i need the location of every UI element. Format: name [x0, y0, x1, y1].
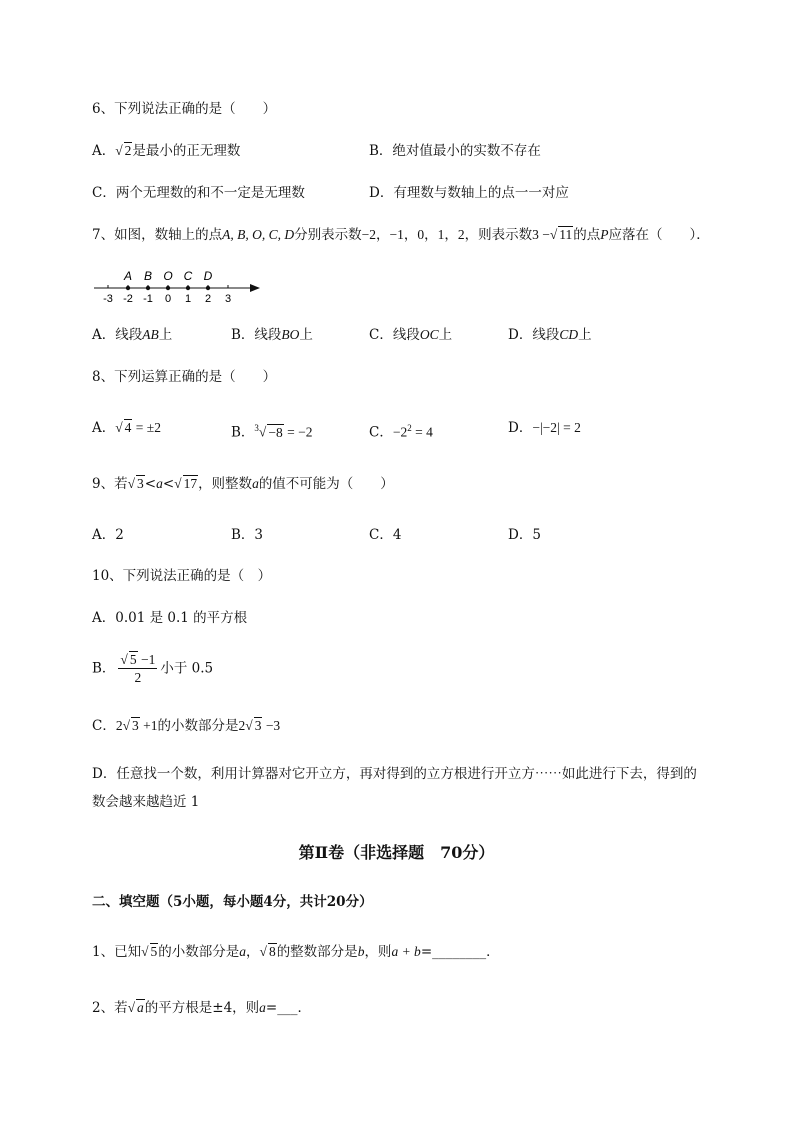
point-label: O [163, 269, 173, 283]
q9-stem [92, 475, 394, 493]
denominator: 2 [134, 670, 142, 685]
stem-text: ，则整数 [198, 476, 253, 492]
q8-option-b [231, 419, 312, 442]
q10-stem: 10、下列说法正确的是（ ） [92, 568, 272, 584]
q9-option-c: C．4 [369, 527, 402, 543]
radicand: −8 [268, 424, 283, 440]
stem-text: 9、若 [92, 476, 128, 492]
tick-label: 3 [224, 293, 232, 305]
q9-option-b: B．3 [231, 527, 264, 543]
sqrt-symbol: √ [174, 476, 182, 491]
option-text: D．线段 [508, 327, 560, 343]
fill-question-2 [92, 999, 311, 1017]
segment: BO [281, 327, 300, 342]
tick-label: -3 [103, 293, 113, 305]
option-text: 上 [158, 327, 173, 343]
q9-option-d: D．5 [508, 527, 541, 543]
radicand: 3 [254, 718, 262, 733]
q9-option-a: A．2 [92, 527, 124, 543]
sqrt-symbol: √ [245, 718, 253, 733]
q6-option-c: C．两个无理数的和不一定是无理数 [92, 185, 305, 201]
point-values: −2，−1，0，1，2 [361, 227, 465, 242]
fraction [118, 651, 157, 686]
q10-option-c [92, 717, 280, 735]
point-label: C [183, 269, 193, 283]
option-text: B．线段 [231, 327, 282, 343]
radicand: 5 [129, 652, 137, 667]
q10-option-d-line1: D．任意找一个数，利用计算器对它开立方，再对得到的立方根进行开立方⋯⋯如此进行下去，得到的 [92, 766, 697, 782]
expression: −|−2| = 2 [532, 420, 581, 435]
expression: a + b [391, 944, 421, 959]
sqrt-symbol: √ [549, 227, 558, 242]
expression: −1 [137, 652, 156, 667]
option-label: D． [508, 420, 533, 436]
q7-option-c [369, 326, 452, 344]
option-label: A． [92, 420, 116, 436]
option-text: 上 [299, 327, 313, 343]
q7-option-b [231, 326, 313, 344]
q10-option-b [92, 651, 213, 686]
stem-text: 分别表示数 [294, 227, 362, 243]
variable-a: a [156, 476, 163, 491]
segment: OC [419, 327, 439, 342]
q7-option-a [92, 326, 172, 344]
option-text: 是最小的正无理数 [132, 143, 241, 159]
exponent: 2 [407, 423, 412, 433]
sqrt-symbol: √ [127, 476, 136, 491]
q6-stem: 6、下列说法正确的是（ ） [92, 101, 277, 117]
q8-option-a [92, 419, 161, 437]
tick-label: -2 [123, 293, 133, 305]
arrow-head-icon [250, 284, 260, 292]
option-text: A．线段 [92, 327, 143, 343]
radicand: 4 [124, 420, 132, 435]
q7-stem [92, 226, 710, 244]
point-names: A, B, O, C, D [222, 227, 295, 242]
expression: = ±2 [132, 420, 161, 435]
point-dot [146, 286, 150, 290]
point-dot [206, 286, 210, 290]
q8-option-c [369, 419, 433, 442]
radicand: 2 [124, 143, 132, 158]
fill-question-1 [92, 943, 500, 961]
radicand: 11 [559, 227, 573, 242]
option-label: C． [369, 424, 393, 441]
option-text: 小于 0.5 [160, 660, 214, 677]
radicand: 3 [132, 718, 139, 733]
stem-text: 7、如图，数轴上的点 [92, 227, 223, 243]
less-than: < [144, 476, 157, 492]
radicand: 8 [268, 944, 276, 959]
numerator [118, 651, 157, 669]
stem-text: ，则 [364, 944, 392, 960]
sqrt-symbol: √ [122, 718, 131, 733]
variable-a: a [259, 1000, 266, 1015]
coefficient: 2 [238, 718, 246, 733]
option-label: C． [92, 718, 116, 734]
stem-text: 2、若 [92, 1000, 128, 1016]
q10-option-a: A．0.01 是 0.1 的平方根 [92, 610, 248, 626]
sqrt-symbol: √ [115, 420, 123, 435]
q8-stem: 8、下列运算正确的是（ ） [92, 369, 277, 385]
stem-text: 的点 [573, 227, 601, 243]
variable-a: a [239, 944, 247, 959]
expression: = −2 [283, 424, 313, 440]
sqrt-symbol: √ [141, 944, 149, 959]
expression: 3 − [532, 227, 550, 242]
tick-label: -1 [143, 293, 153, 305]
option-text: C．线段 [369, 327, 420, 343]
sqrt-symbol: √ [258, 424, 267, 440]
less-than: < [162, 476, 175, 492]
answer-blank: =________． [420, 944, 500, 960]
q8-option-d [508, 419, 581, 437]
point-label: B [143, 269, 153, 283]
radicand: 3 [137, 476, 144, 491]
expression: +1 [139, 718, 158, 733]
tick-label: 2 [204, 293, 212, 305]
radicand: 17 [183, 476, 198, 491]
option-label: A． [92, 143, 116, 159]
point-label: D [203, 269, 213, 283]
stem-text: 的平方根是±4，则 [144, 1000, 260, 1016]
option-label: B． [92, 660, 116, 677]
tick-label: 0 [164, 293, 172, 305]
tick-label: 1 [184, 293, 192, 305]
sqrt-symbol: √ [115, 143, 123, 158]
variable-b: b [357, 944, 365, 959]
answer-blank: =___． [265, 1000, 311, 1016]
expression: −2 [392, 424, 408, 440]
root-index: 3 [254, 423, 259, 433]
coefficient: 2 [115, 718, 123, 733]
point-label: A [123, 269, 133, 283]
point-dot [186, 286, 190, 290]
stem-text: 的整数部分是 [276, 944, 358, 960]
stem-text: ，则表示数 [464, 227, 533, 243]
stem-text: 1、已知 [92, 944, 142, 960]
q6-option-d: D．有理数与数轴上的点一一对应 [369, 185, 569, 201]
point-dot [126, 286, 130, 290]
point-p: P [600, 227, 609, 242]
variable-a: a [252, 476, 259, 491]
sqrt-symbol: √ [120, 652, 128, 667]
expression: −3 [262, 718, 281, 733]
q6-option-a [92, 142, 240, 160]
number-line-figure [92, 263, 272, 307]
option-label: B． [231, 424, 255, 441]
radicand: a [137, 1000, 144, 1015]
segment: AB [142, 327, 159, 342]
sqrt-symbol: √ [127, 1000, 136, 1015]
stem-text: 应落在（ ）． [608, 227, 710, 243]
segment: CD [559, 327, 579, 342]
section-title: 第Ⅱ卷（非选择题 70分） [298, 843, 495, 862]
q10-option-d-line2: 数会越来越趋近 1 [92, 794, 200, 810]
point-dot [166, 286, 170, 290]
option-text: 上 [578, 327, 592, 343]
stem-text: 的值不可能为（ ） [258, 476, 394, 492]
radicand: 5 [150, 944, 158, 959]
option-text: 的小数部分是 [157, 718, 239, 734]
q6-option-b: B．绝对值最小的实数不存在 [369, 143, 541, 159]
stem-text: ， [246, 944, 260, 960]
q7-option-d [508, 326, 592, 344]
option-text: 上 [438, 327, 453, 343]
stem-text: 的小数部分是 [158, 944, 240, 960]
expression: = 4 [411, 424, 433, 440]
part-two-title: 二、填空题（5小题，每小题4分，共计20分） [92, 894, 373, 910]
sqrt-symbol: √ [259, 944, 267, 959]
